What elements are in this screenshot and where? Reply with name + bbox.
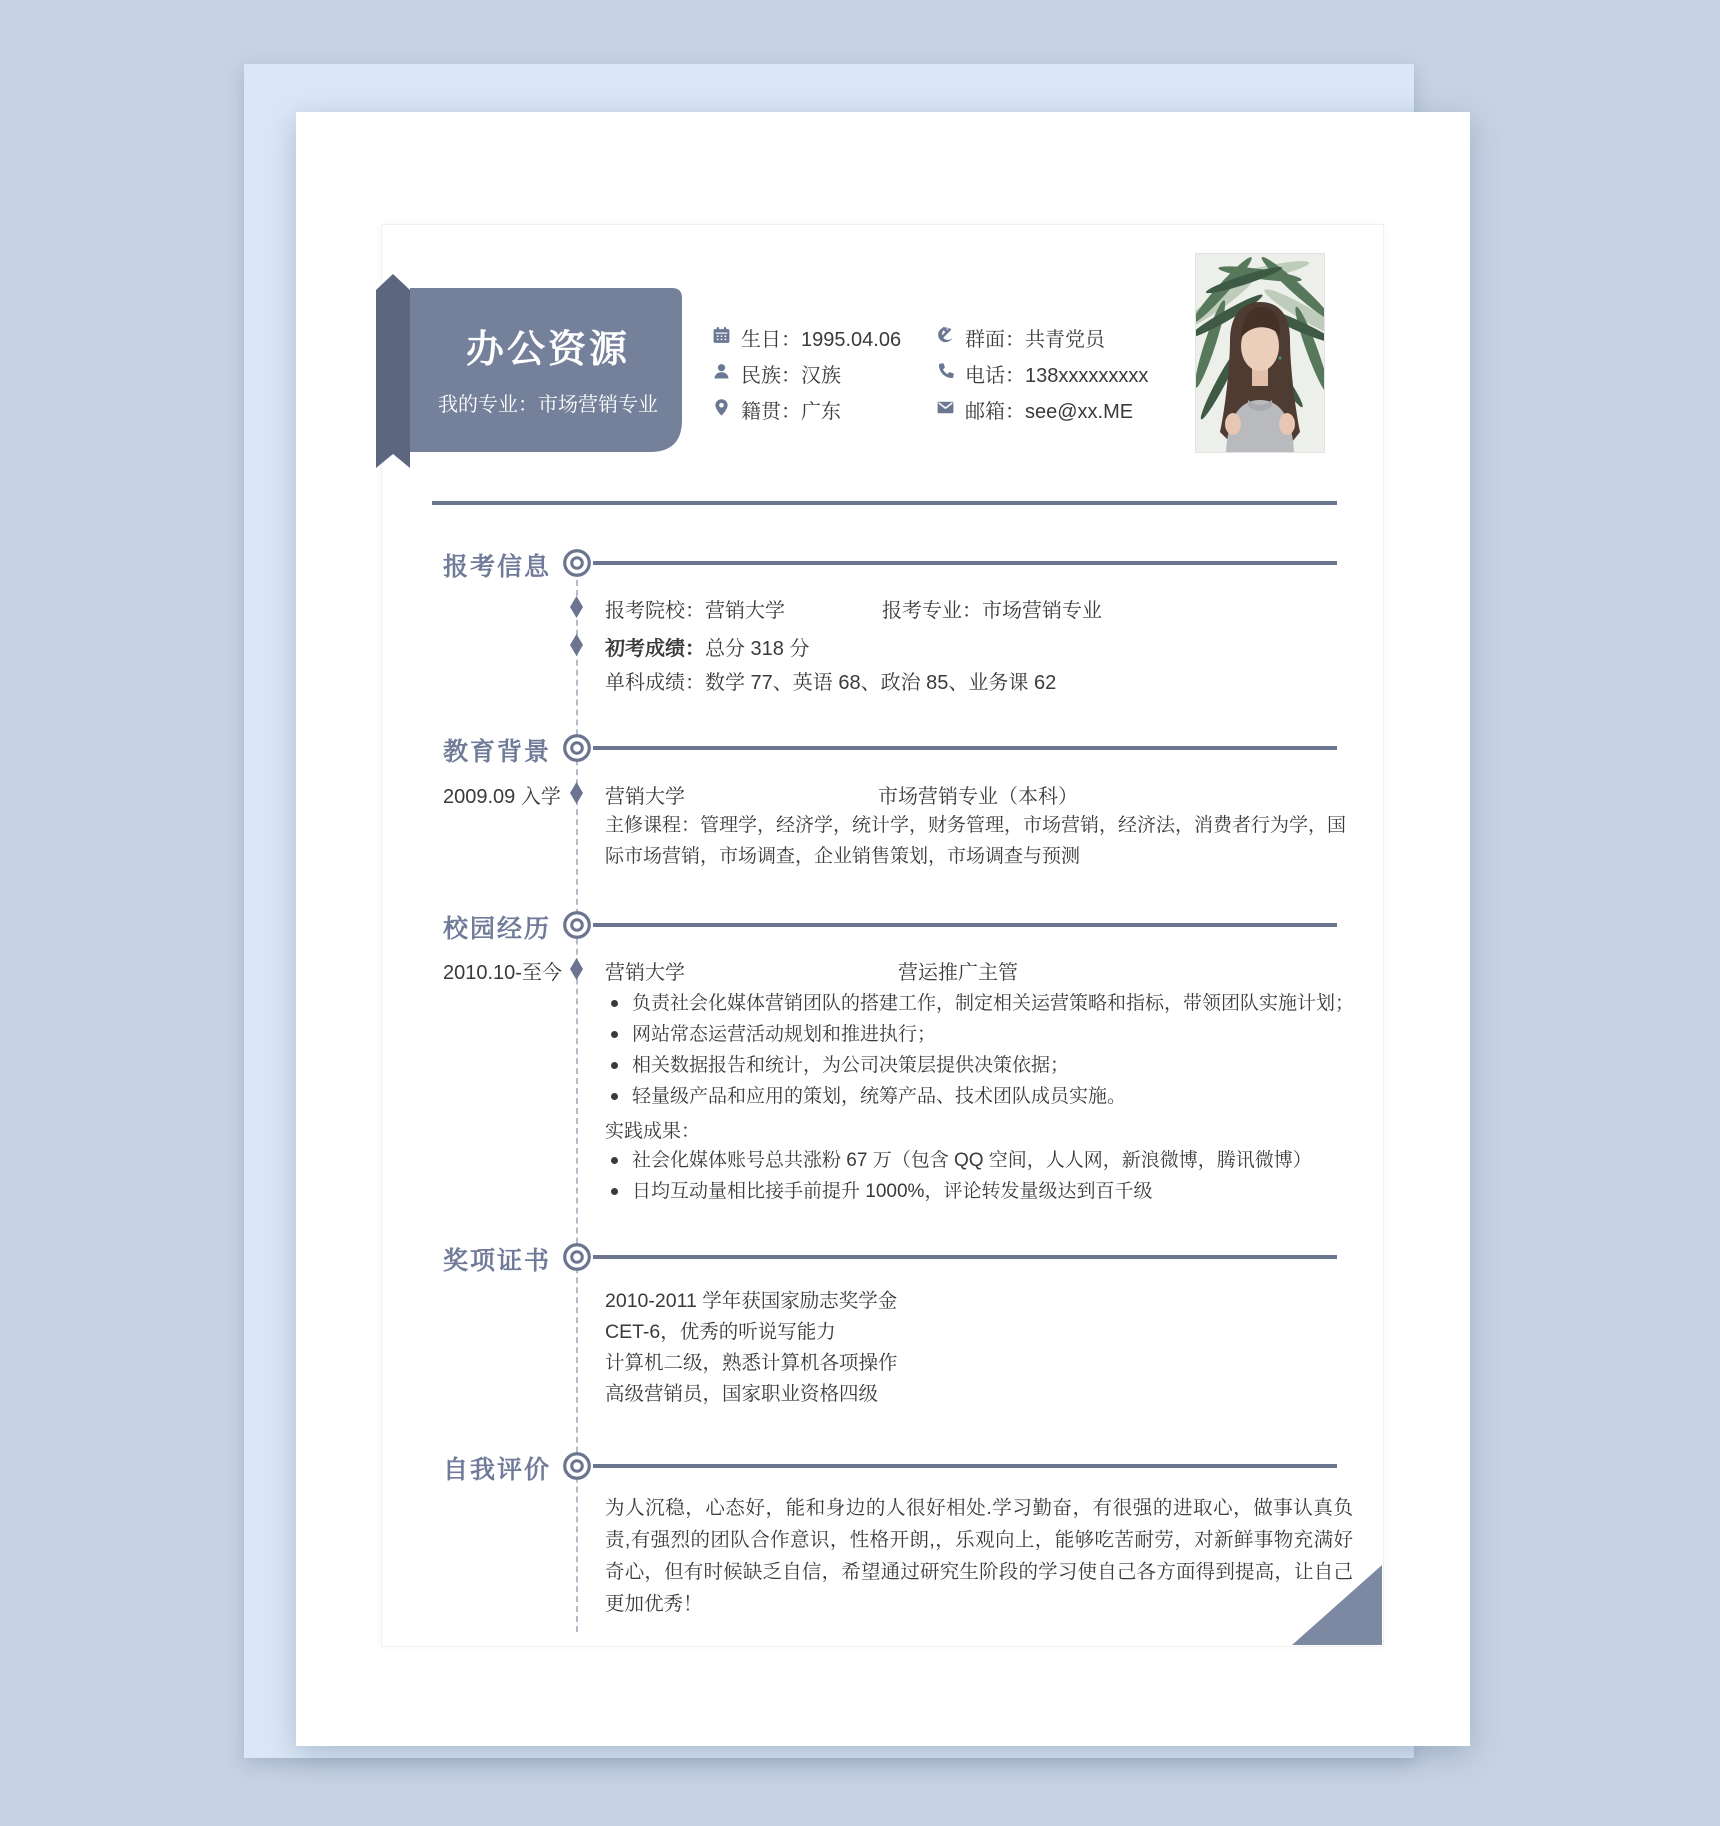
corner-fold-triangle [1292,1565,1382,1645]
award-item: 高级营销员，国家职业资格四级 [605,1383,879,1405]
section-rule [593,1255,1337,1259]
info-ethnicity: 民族：汉族 [741,365,841,387]
target-icon [560,1240,594,1279]
application-major: 报考专业：市场营销专业 [882,600,1102,622]
campus-duties-list [605,988,1354,1112]
bullet-item: 轻量级产品和应用的策划，统筹产品、技术团队成员实施。 [605,1081,1354,1112]
diamond-marker [570,958,583,985]
application-first-score [605,632,809,661]
campus-results-list [605,1145,1312,1207]
target-icon [560,908,594,947]
education-major: 市场营销专业（本科） [878,786,1078,808]
first-score-label: 初考成绩： [605,638,705,660]
target-icon [560,546,594,585]
target-icon [560,1449,594,1488]
campus-results-label: 实践成果： [605,1121,701,1142]
target-icon [560,731,594,770]
education-courses: 主修课程：管理学，经济学，统计学，财务管理，市场营销，经济法，消费者行为学，国际市场营销，市场调查，企业销售策划，市场调查与预测 [605,815,1347,867]
diamond-marker [570,634,583,661]
campus-role: 营运推广主管 [898,962,1018,984]
section-rule [593,923,1337,927]
info-hometown: 籍贯：广东 [741,401,841,423]
award-item: 计算机二级，熟悉计算机各项操作 [605,1352,898,1374]
section-title-selfeval: 自我评价 [443,1456,552,1484]
portrait-photo [1195,253,1325,453]
phone-icon [936,362,955,386]
portrait-illustration [1196,254,1324,452]
campus-org: 营销大学 [605,962,685,984]
info-birthday: 生日：1995.04.06 [741,329,902,351]
first-score-value: 总分 318 分 [705,638,810,660]
bullet-item: 负责社会化媒体营销团队的搭建工作，制定相关运营策略和指标，带领团队实施计划； [605,988,1354,1019]
bullet-item: 社会化媒体账号总共涨粉 67 万（包含 QQ 空间，人人网，新浪微博，腾讯微博） [605,1145,1312,1176]
award-item: 2010-2011 学年获国家励志奖学金 [605,1290,898,1312]
section-rule [593,746,1337,750]
bullet-item: 网站常态运营活动规划和推进执行； [605,1019,1354,1050]
application-sub-scores: 单科成绩：数学 77、英语 68、政治 85、业务课 62 [605,672,1057,694]
bullet-item: 日均互动量相比接手前提升 1000%，评论转发量级达到百千级 [605,1176,1312,1207]
party-emblem-icon [936,326,955,350]
bullet-item: 相关数据报告和统计，为公司决策层提供决策依据； [605,1050,1354,1081]
section-rule [593,561,1337,565]
diamond-marker [570,596,583,623]
section-title-campus: 校园经历 [443,915,552,943]
self-evaluation-text: 为人沉稳，心态好，能和身边的人很好相处.学习勤奋，有很强的进取心，做事认真负责,有强烈的团队合作意识，性格开朗,，乐观向上，能够吃苦耐劳，对新鲜事物充满好奇心，但有时候缺乏自信，希望通过研究生阶段的学习使自己各方面得到提高，让自己更加优秀！ [605,1497,1353,1615]
info-political-status: 群面：共青党员 [965,329,1105,351]
education-date: 2009.09 入学 [443,786,561,808]
section-title-application: 报考信息 [443,553,552,581]
info-email: 邮箱：see@xx.ME [965,401,1134,423]
section-title-awards: 奖项证书 [443,1247,552,1275]
awards-list [605,1286,898,1410]
diamond-marker [570,782,583,809]
campus-date: 2010.10-至今 [443,962,562,984]
application-school: 报考院校：营销大学 [605,600,785,622]
section-rule [593,1464,1337,1468]
resume-title: 办公资源 [465,329,630,371]
resume-subtitle: 我的专业：市场营销专业 [438,394,658,416]
section-title-education: 教育背景 [443,738,552,766]
location-pin-icon [712,398,731,422]
info-phone: 电话：138xxxxxxxxx [965,365,1149,387]
mail-icon [936,398,955,422]
header-divider [432,501,1337,505]
calendar-icon [712,326,731,350]
user-icon [712,362,731,386]
award-item: CET-6，优秀的听说写能力 [605,1321,836,1343]
education-school: 营销大学 [605,786,685,808]
